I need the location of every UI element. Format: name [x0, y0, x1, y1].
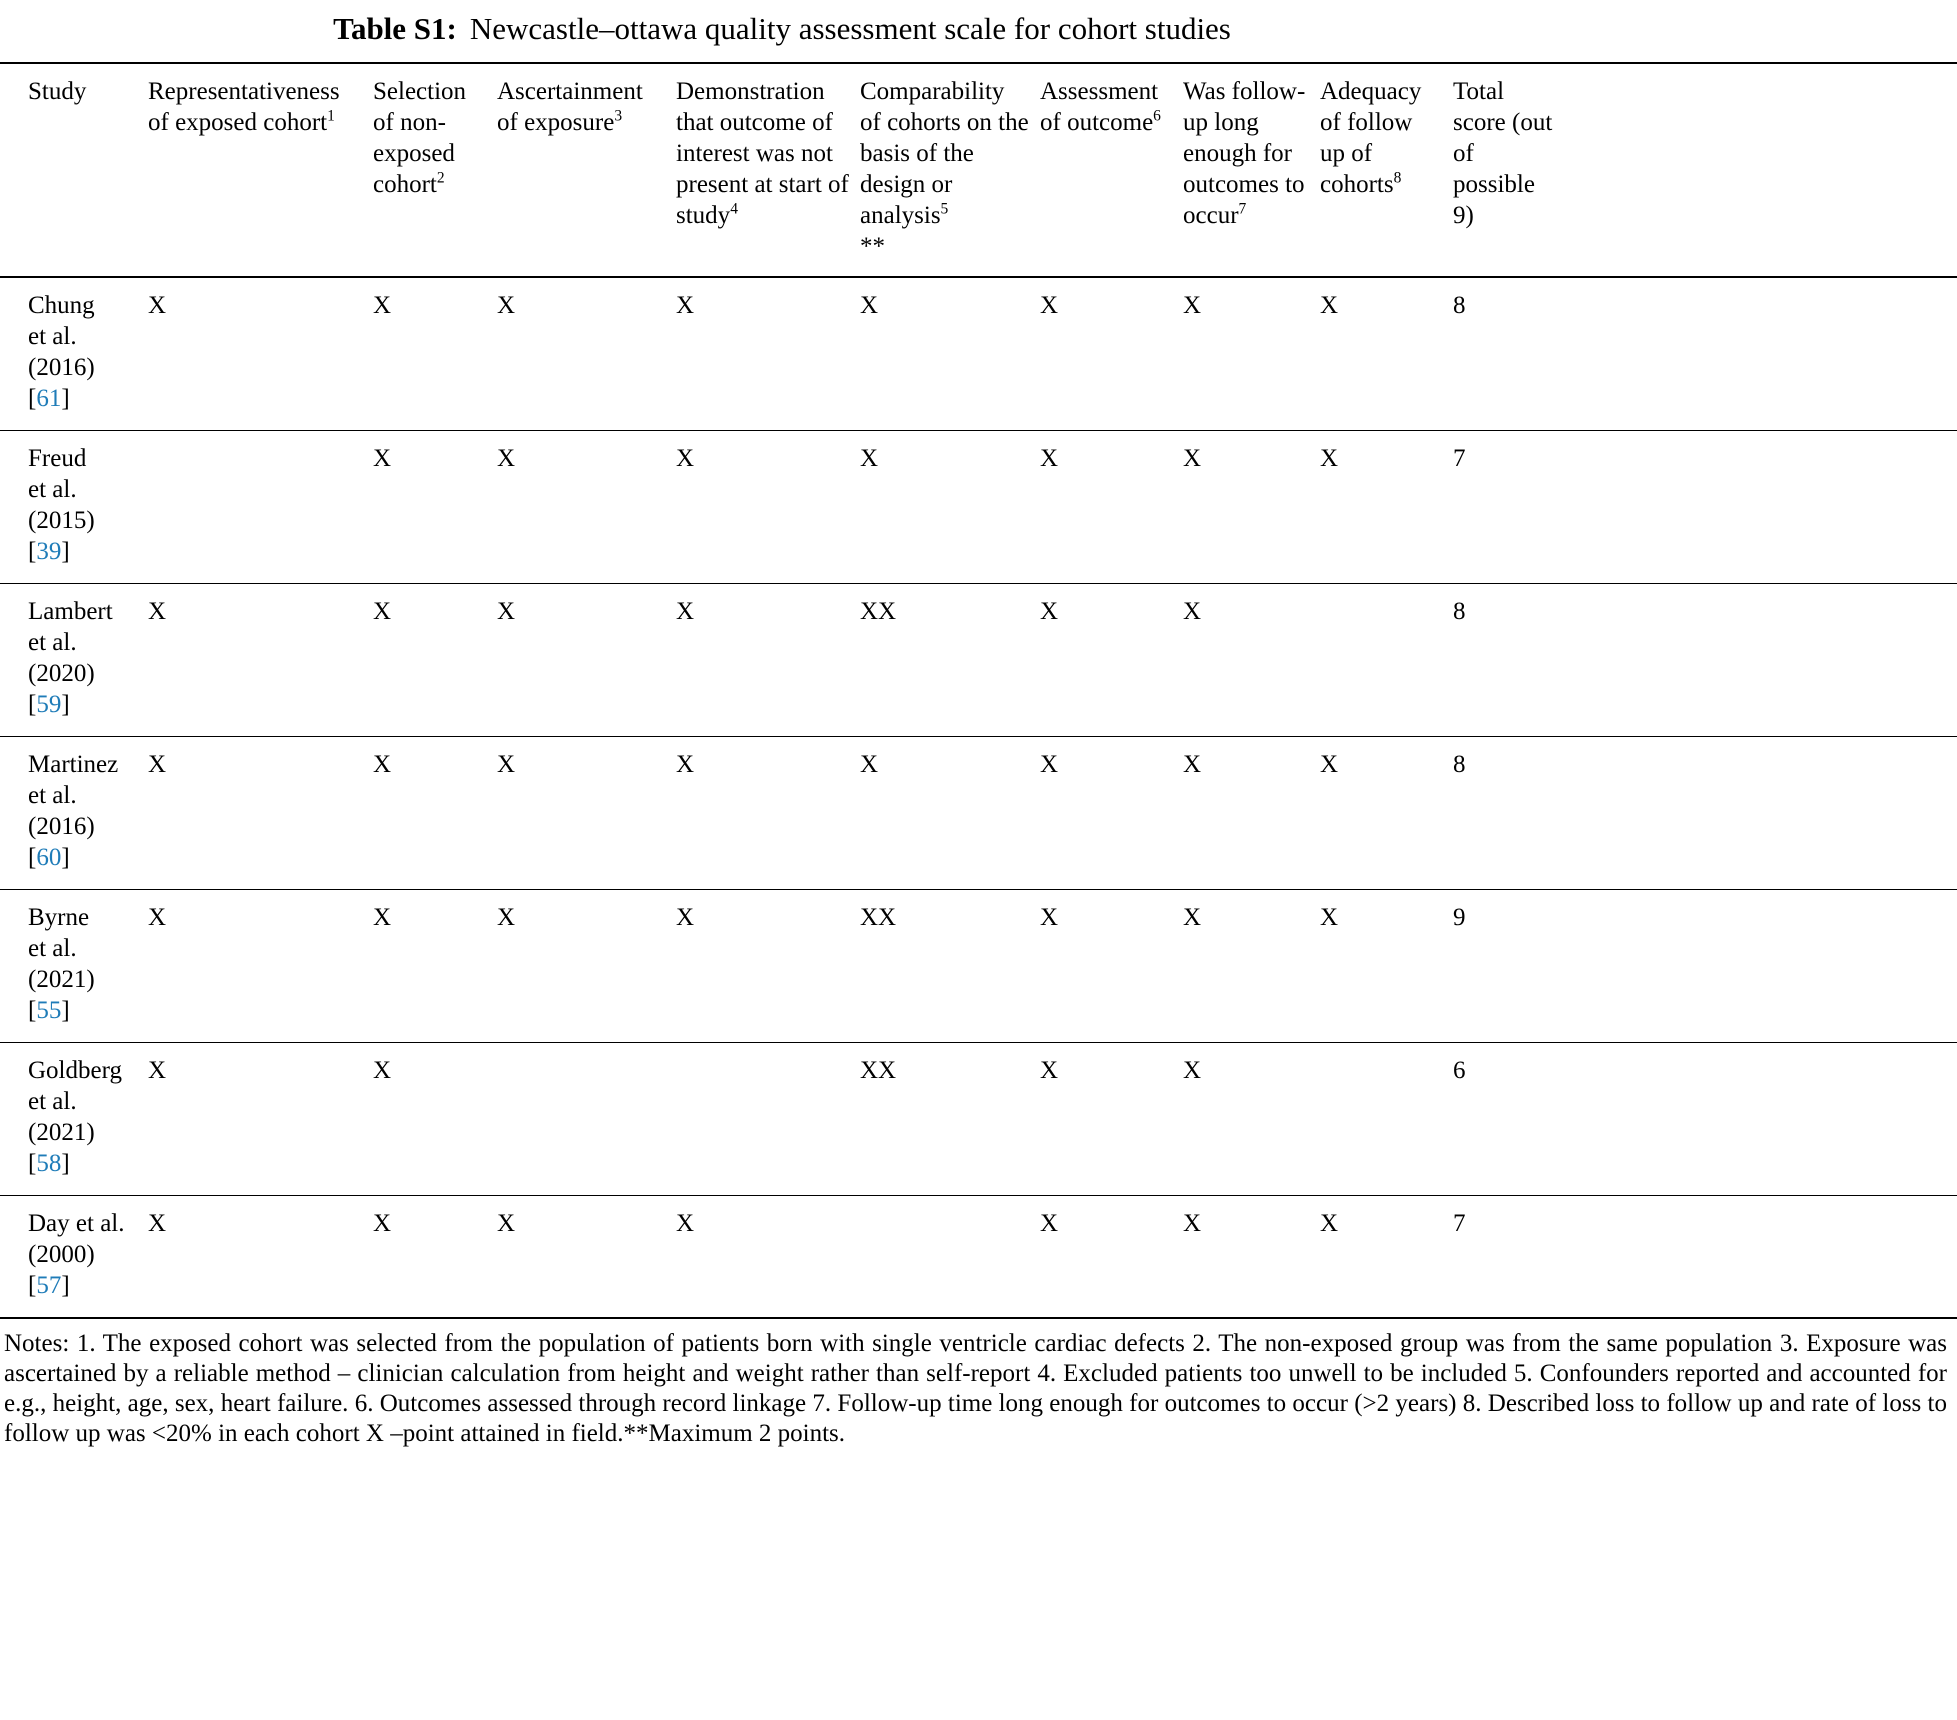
study-cell	[0, 1043, 148, 1196]
col-header-comparability: Comparability of cohorts on the basis of the design or analysis$^5$ **	[860, 63, 1040, 277]
footnote-marker: 7	[1238, 200, 1247, 218]
total-score-cell: 8	[1453, 584, 1563, 737]
point-mark-cell: X	[497, 737, 676, 890]
col-header-study: Study	[0, 63, 148, 277]
citation-link[interactable]: 39	[36, 538, 62, 565]
point-mark-cell: X	[373, 1196, 497, 1319]
point-mark-cell: X	[148, 584, 373, 737]
point-mark-cell: X	[1183, 737, 1320, 890]
citation-link[interactable]: 55	[36, 997, 62, 1024]
citation: [55]	[28, 997, 70, 1024]
filler-cell	[1563, 890, 1957, 1043]
study-name-line: Freud	[28, 445, 87, 472]
point-mark-cell: X	[860, 737, 1040, 890]
citation: [57]	[28, 1272, 70, 1299]
table-caption	[0, 10, 1564, 48]
point-mark-cell: X	[676, 292, 695, 319]
point-mark-cell: X	[1320, 292, 1339, 319]
point-mark-cell: XX	[860, 584, 1040, 737]
citation: [60]	[28, 844, 70, 871]
table-row	[0, 1196, 1957, 1319]
point-mark-cell: X	[1320, 737, 1453, 890]
footnote-marker: 4	[730, 200, 738, 218]
study-name-line: (2016)	[28, 813, 95, 840]
study-name-line: Chung	[28, 292, 95, 319]
col-header-followup-adequacy: Adequacy of follow up of cohorts$^8$	[1320, 63, 1453, 277]
study-cell	[0, 277, 148, 431]
study-name-line: et al.	[28, 935, 77, 962]
table-row	[0, 431, 1957, 584]
citation-link[interactable]: 58	[36, 1150, 62, 1177]
citation: [39]	[28, 538, 70, 565]
point-mark-cell: X	[1040, 737, 1183, 890]
point-mark-cell: X	[676, 431, 860, 584]
filler-cell	[1563, 737, 1957, 890]
citation: [59]	[28, 691, 70, 718]
col-header-followup-length: Was follow-up long enough for outcomes to occur$^7$	[1183, 63, 1320, 277]
filler-cell	[1563, 431, 1957, 584]
point-mark-cell: X	[373, 431, 497, 584]
point-mark-cell: X	[1183, 1196, 1320, 1319]
citation-link[interactable]: 57	[36, 1272, 62, 1299]
study-name-line: (2021)	[28, 966, 95, 993]
total-score-cell: 9	[1453, 890, 1563, 1043]
footnote-marker: 2	[436, 169, 445, 187]
footnote-marker: 3	[614, 107, 623, 125]
total-score-cell: 6	[1453, 1043, 1563, 1196]
total-score-cell: 8	[1453, 292, 1466, 319]
study-name-line: Martinez	[28, 751, 119, 778]
point-mark-cell: X	[676, 890, 860, 1043]
filler-cell	[1563, 584, 1957, 737]
filler-header	[1563, 63, 1957, 277]
empty-cell	[148, 431, 373, 584]
study-name-line: (2020)	[28, 660, 95, 687]
table-header-row	[0, 63, 1957, 277]
table-row	[0, 737, 1957, 890]
study-name-line: et al.	[28, 476, 77, 503]
empty-cell	[860, 1196, 1040, 1319]
point-mark-cell: X	[860, 292, 879, 319]
point-mark-cell: X	[497, 584, 676, 737]
point-mark-cell: X	[676, 584, 860, 737]
point-mark-cell: X	[373, 1043, 497, 1196]
total-score-cell: 8	[1453, 737, 1563, 890]
table-notes: Notes: 1. The exposed cohort was selected from the population of patients born with single ventricle cardiac defects 2. The non-exposed group was from the same population 3. Exposure was ascertained by a reliable method – clinician calculation from height and weight rather than self-report 4. Excluded patients too unwell to be included 5. Confounders reported and accounted for e.g., height, age, sex, heart failure. 6. Outcomes assessed through record linkage 7. Follow-up time long enough for outcomes to occur (>2 years) 8. Described loss to follow up and rate of loss to follow up was <20% in each cohort X –point attained in field.**Maximum 2 points.	[4, 1330, 1947, 1447]
col-header-representativeness: Representativeness of exposed cohort$^1$	[148, 63, 373, 277]
point-mark-cell: X	[497, 292, 516, 319]
point-mark-cell: X	[1183, 584, 1320, 737]
table-caption-text: Newcastle–ottawa quality assessment scale for cohort studies	[469, 11, 1231, 46]
study-name-line: et al.	[28, 1088, 77, 1115]
empty-cell	[497, 1043, 676, 1196]
citation: [61]	[28, 385, 70, 412]
filler-cell	[1563, 1043, 1957, 1196]
point-mark-cell: X	[1040, 1043, 1183, 1196]
point-mark-cell: X	[373, 584, 497, 737]
footnote-marker: 8	[1393, 169, 1402, 187]
study-name-line: et al.	[28, 323, 77, 350]
point-mark-cell: XX	[860, 1043, 1040, 1196]
point-mark-cell: X	[1320, 431, 1453, 584]
study-name-line: (2016)	[28, 354, 95, 381]
point-mark-cell: X	[497, 890, 676, 1043]
point-mark-cell: X	[148, 890, 373, 1043]
study-cell	[0, 1196, 148, 1319]
point-mark-cell: X	[1040, 431, 1183, 584]
point-mark-cell: X	[373, 292, 392, 319]
table-row	[0, 890, 1957, 1043]
point-mark-cell: X	[1040, 292, 1059, 319]
col-header-assessment: Assessment of outcome$^6$	[1040, 63, 1183, 277]
point-mark-cell: X	[148, 737, 373, 890]
point-mark-cell: X	[1040, 890, 1183, 1043]
point-mark-cell: X	[676, 737, 860, 890]
study-cell	[0, 890, 148, 1043]
col-header-suffix: **	[860, 233, 885, 260]
point-mark-cell: X	[148, 1196, 373, 1319]
point-mark-cell: X	[1183, 1043, 1320, 1196]
filler-cell	[1563, 277, 1957, 431]
point-mark-cell: X	[148, 1043, 373, 1196]
study-name-line: Goldberg	[28, 1057, 122, 1084]
study-cell	[0, 737, 148, 890]
study-name-line: Day et al.	[28, 1210, 125, 1237]
filler-cell	[1563, 1196, 1957, 1319]
point-mark-cell: X	[497, 1196, 676, 1319]
col-header-demonstration: Demonstration that outcome of interest was not present at start of study$^4$	[676, 63, 860, 277]
point-mark-cell: X	[148, 292, 167, 319]
point-mark-cell: X	[1320, 1196, 1453, 1319]
point-mark-cell: X	[1040, 584, 1183, 737]
table-caption-label: Table S1:	[333, 11, 457, 46]
col-header-total-score: Total score (out of possible 9)	[1453, 63, 1563, 277]
footnote-marker: 6	[1153, 107, 1161, 125]
footnote-marker: 1	[327, 107, 335, 125]
empty-cell	[676, 1043, 860, 1196]
quality-assessment-table	[0, 62, 1957, 1319]
point-mark-cell: X	[1040, 1196, 1183, 1319]
citation: [58]	[28, 1150, 70, 1177]
study-name-line: Lambert	[28, 598, 113, 625]
citation-link[interactable]: 60	[36, 844, 62, 871]
point-mark-cell: X	[373, 890, 497, 1043]
point-mark-cell: X	[676, 1196, 860, 1319]
point-mark-cell: XX	[860, 890, 1040, 1043]
point-mark-cell: X	[373, 737, 497, 890]
study-name-line: (2015)	[28, 507, 95, 534]
point-mark-cell: X	[497, 431, 676, 584]
point-mark-cell: X	[1183, 890, 1320, 1043]
table-row	[0, 584, 1957, 737]
empty-cell	[1320, 1043, 1453, 1196]
study-name-line: Byrne	[28, 904, 90, 931]
empty-cell	[1320, 584, 1453, 737]
study-cell	[0, 584, 148, 737]
table-row	[0, 1043, 1957, 1196]
total-score-cell: 7	[1453, 1196, 1563, 1319]
study-name-line: (2000)	[28, 1241, 95, 1268]
point-mark-cell: X	[860, 431, 1040, 584]
table-row	[0, 277, 1957, 431]
col-header-selection: Selection of non-exposed cohort$^2$	[373, 63, 497, 277]
point-mark-cell: X	[1320, 890, 1453, 1043]
study-cell	[0, 431, 148, 584]
point-mark-cell: X	[1183, 292, 1202, 319]
total-score-cell: 7	[1453, 431, 1563, 584]
citation-link[interactable]: 61	[36, 385, 62, 412]
study-name-line: et al.	[28, 782, 77, 809]
study-name-line: (2021)	[28, 1119, 95, 1146]
citation-link[interactable]: 59	[36, 691, 62, 718]
study-name-line: et al.	[28, 629, 77, 656]
footnote-marker: 5	[940, 200, 949, 218]
point-mark-cell: X	[1183, 431, 1320, 584]
col-header-ascertainment: Ascertainment of exposure$^3$	[497, 63, 676, 277]
